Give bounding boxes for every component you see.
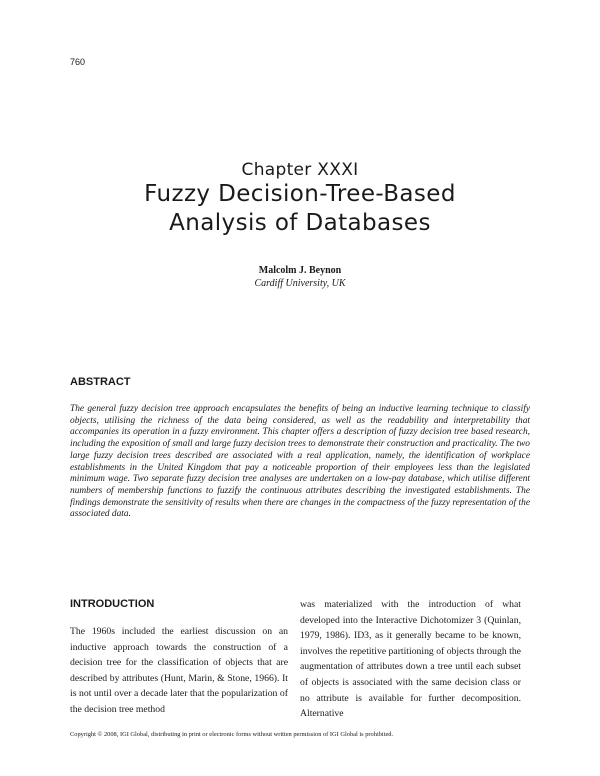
author-name: Malcolm J. Beynon <box>258 265 342 276</box>
chapter-title-line-2: Analysis of Databases <box>169 210 431 236</box>
abstract-heading: ABSTRACT <box>70 376 131 388</box>
chapter-title-line-1: Fuzzy Decision-Tree-Based <box>144 181 456 207</box>
chapter-label: Chapter XXXI <box>241 160 359 180</box>
introduction-heading: INTRODUCTION <box>70 598 155 610</box>
copyright-footer: Copyright © 2008, IGI Global, distributing in print or electronic forms without written permission of IGI Global is prohibited. <box>70 731 394 738</box>
page-number: 760 <box>70 57 86 67</box>
abstract-body: The general fuzzy decision tree approach encapsulates the benefits of being an inductive learning technique to classify objects, utilising the richness of the data being considered, as well as the readability and interpretability that accompanies its operation in a fuzzy environment. This chapter offers a description of fuzzy decision tree based research, including the exposition of small and large fuzzy decision trees to demonstrate their construction and practicality. The two large fuzzy decision trees described are associated with a real application, namely, the identification of workplace establishments in the United Kingdom that pay a noticeable proportion of their employees less than the legislated minimum wage. Two separate fuzzy decision tree analyses are undertaken on a low-pay database, which utilise different numbers of membership functions to fuzzify the continuous attributes describing the investigated establishments. The findings demonstrate the sensitivity of results when there are changes in the compactness of the fuzzy representation of the associated data. <box>70 404 530 520</box>
chapter-title <box>0 180 600 238</box>
introduction-right-column: was materialized with the introduction of what developed into the Interactive Dichotomizer 3 (Quinlan, 1979, 1986). ID3, as it generally became to be known, involves the repetitive partitioning of objects through the augmentation of attributes down a tree until each subset of objects is associated with the same decision class or no attribute is available for further decomposition. Alternative <box>300 599 521 720</box>
introduction-left-column: The 1960s included the earliest discussion on an inductive approach towards the construction of a decision tree for the classification of objects that are described by attributes (Hunt, Marin, & Stone, 1966). It is not until over a decade later that the popularization of the decision tree method <box>70 626 288 715</box>
author-affiliation: Cardiff University, UK <box>254 278 346 289</box>
